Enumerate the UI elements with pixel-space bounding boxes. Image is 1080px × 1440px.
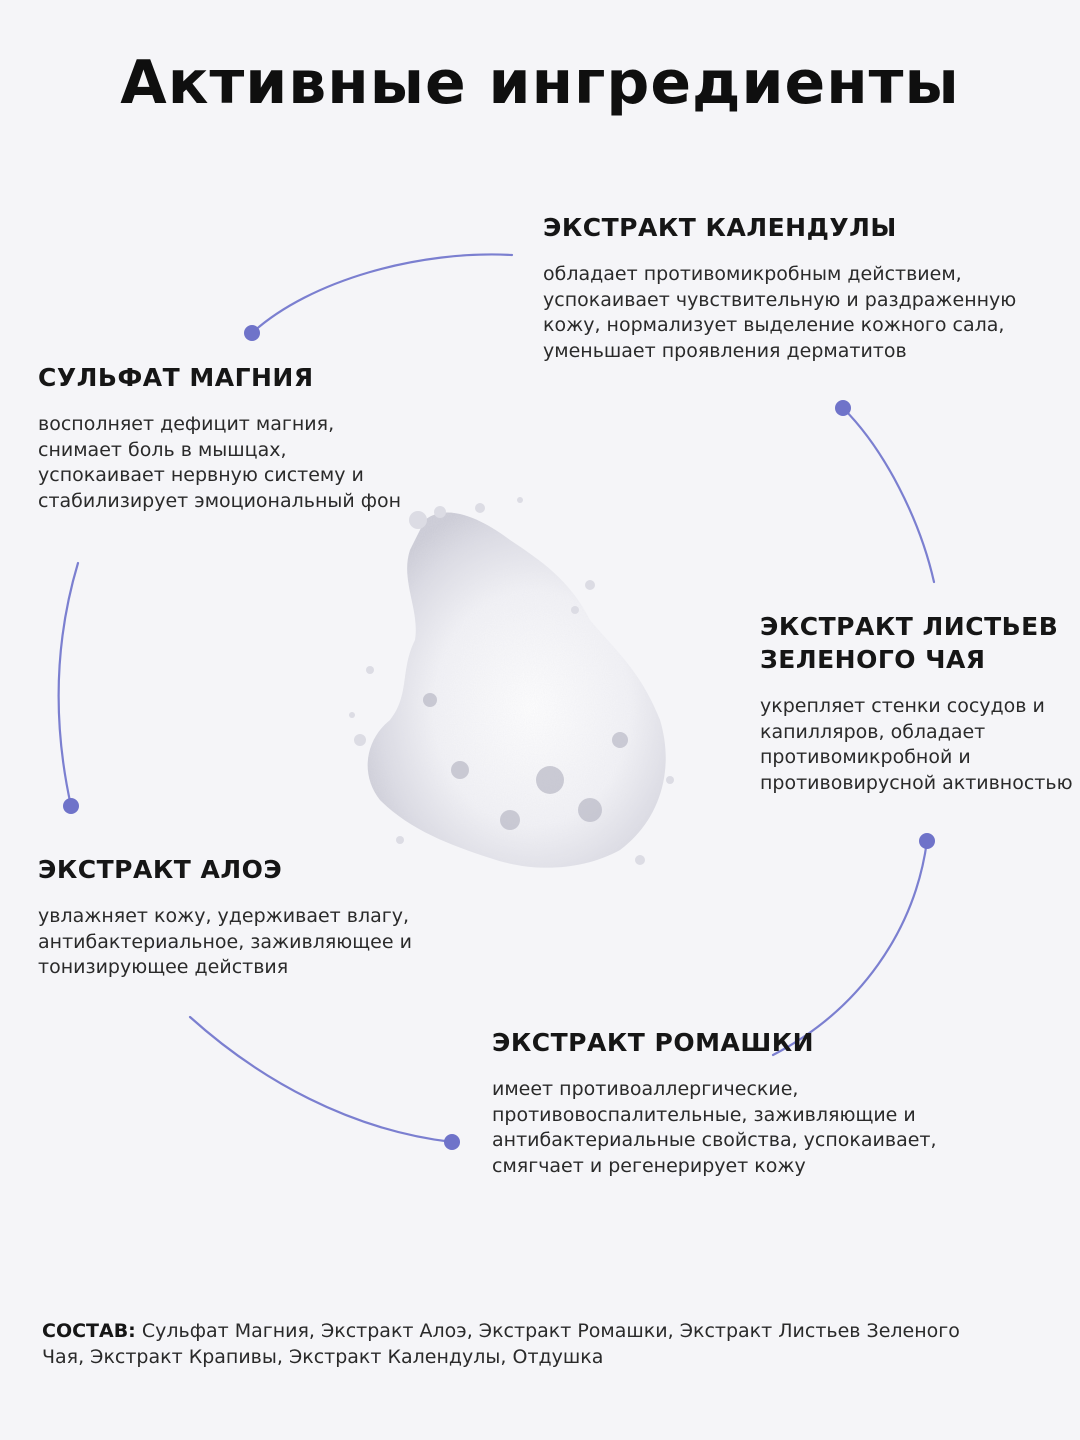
ingredient-name: ЭКСТРАКТ ЛИСТЬЕВ ЗЕЛЕНОГО ЧАЯ <box>760 612 1059 674</box>
ingredient-calendula <box>543 211 1043 364</box>
dot-aloe-chamomile <box>444 1134 460 1150</box>
ingredient-description: увлажняет кожу, удерживает влагу, антибактериальное, заживляющее и тонизирующее действия <box>38 905 412 978</box>
arc-magnesium-aloe <box>59 563 78 806</box>
dot-magnesium-aloe <box>63 798 79 814</box>
arc-aloe-chamomile <box>190 1017 452 1142</box>
ingredient-name: ЭКСТРАКТ АЛОЭ <box>38 855 283 884</box>
dot-greentea-chamomile <box>919 833 935 849</box>
arc-calendula-magnesium <box>252 254 512 333</box>
arc-calendula-greentea <box>843 408 934 582</box>
ingredient-description: восполняет дефицит магния, снимает боль в мышцах, успокаивает нервную систему и стабилизирует эмоциональный фон <box>38 413 402 512</box>
page-title: Активные ингредиенты <box>120 48 960 118</box>
ingredient-aloe <box>38 853 438 981</box>
ingredient-green-tea <box>760 610 1080 796</box>
dot-calendula-greentea <box>835 400 851 416</box>
ingredient-magnesium-sulfate <box>38 361 418 514</box>
ingredient-description: укрепляет стенки сосудов и капилляров, обладает противомикробной и противовирусной активностью <box>760 695 1073 794</box>
composition-label: СОСТАВ: <box>42 1320 136 1342</box>
salt-crystals-image <box>340 480 700 880</box>
composition-list <box>42 1318 1002 1370</box>
ingredient-name: ЭКСТРАКТ КАЛЕНДУЛЫ <box>543 213 897 242</box>
ingredient-description: имеет противоаллергические, противовоспалительные, заживляющие и антибактериальные свойства, успокаивает, смягчает и регенерирует кожу <box>492 1078 937 1177</box>
dot-calendula-magnesium <box>244 325 260 341</box>
ingredient-chamomile <box>492 1026 992 1179</box>
ingredient-name: СУЛЬФАТ МАГНИЯ <box>38 363 314 392</box>
ingredient-name: ЭКСТРАКТ РОМАШКИ <box>492 1028 815 1057</box>
arc-greentea-chamomile <box>773 841 927 1055</box>
composition-text: Сульфат Магния, Экстракт Алоэ, Экстракт Ромашки, Экстракт Листьев Зеленого Чая, Экстракт Крапивы, Экстракт Календулы, Отдушка <box>42 1320 960 1368</box>
ingredient-description: обладает противомикробным действием, успокаивает чувствительную и раздраженную кожу, нормализует выделение кожного сала, уменьшает проявления дерматитов <box>543 263 1017 362</box>
